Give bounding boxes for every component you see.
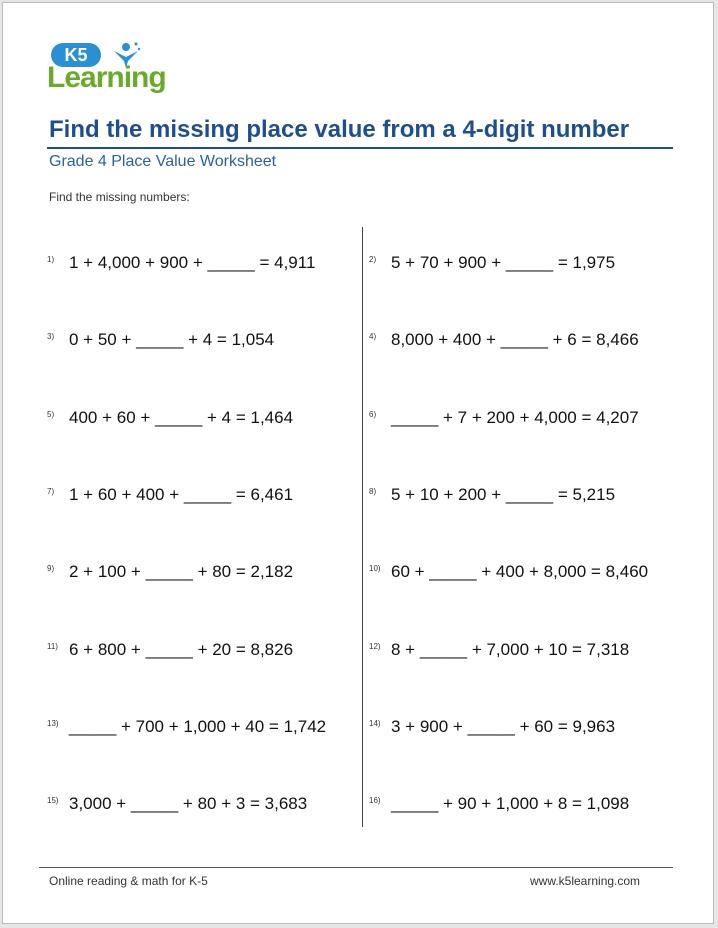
page-title: Find the missing place value from a 4-digit number [49,116,630,143]
logo-wordmark: Learning [47,61,166,94]
problem-expression: _____ + 90 + 1,000 + 8 = 1,098 [391,794,630,814]
problem-number: 9) [47,564,55,574]
title-underline [47,147,673,149]
instructions: Find the missing numbers: [49,190,190,204]
logo-badge: K5 [51,43,101,67]
problem-expression: 400 + 60 + _____ + 4 = 1,464 [69,407,294,427]
problem-expression: 5 + 10 + 200 + _____ = 5,215 [391,484,616,504]
problem-expression: 60 + _____ + 400 + 8,000 = 8,460 [391,562,649,582]
problem-number: 16) [369,796,381,806]
problem-number: 12) [369,641,381,651]
problem-number: 13) [47,718,59,728]
worksheet-page [2,2,714,924]
problem-expression: 1 + 4,000 + 900 + _____ = 4,911 [69,253,316,272]
problem-expression: 1 + 60 + 400 + _____ = 6,461 [69,484,294,504]
footer-tagline: Online reading & math for K-5 [49,874,208,888]
problem-expression: 0 + 50 + _____ + 4 = 1,054 [69,330,275,350]
problem-number: 1) [47,255,55,264]
footer-divider [39,867,673,868]
problem-number: 8) [369,486,377,496]
problem-number: 7) [47,486,55,496]
problem-expression: 8 + _____ + 7,000 + 10 = 7,318 [391,639,630,659]
problem-expression: 3,000 + _____ + 80 + 3 = 3,683 [69,794,308,814]
problem-number: 10) [369,564,381,574]
problem-number: 4) [369,332,377,342]
problem-expression: 5 + 70 + 900 + _____ = 1,975 [391,253,616,272]
problem-expression: 2 + 100 + _____ + 80 = 2,182 [69,562,294,582]
column-divider [362,227,363,827]
problem-expression: 8,000 + 400 + _____ + 6 = 8,466 [391,330,639,350]
page-subtitle: Grade 4 Place Value Worksheet [49,153,277,170]
problem-expression: 3 + 900 + _____ + 60 = 9,963 [391,716,616,736]
problem-expression: _____ + 700 + 1,000 + 40 = 1,742 [69,716,327,736]
problem-number: 5) [47,409,55,419]
problem-number: 15) [47,796,59,806]
footer-website: www.k5learning.com [530,874,641,888]
problem-number: 11) [47,641,58,651]
problem-number: 6) [369,409,377,419]
k5-learning-logo [47,39,177,95]
problem-number: 2) [369,255,377,264]
problem-number: 14) [369,718,381,728]
problem-number: 3) [47,332,55,342]
problem-expression: _____ + 7 + 200 + 4,000 = 4,207 [391,407,639,427]
problem-expression: 6 + 800 + _____ + 20 = 8,826 [69,639,294,659]
